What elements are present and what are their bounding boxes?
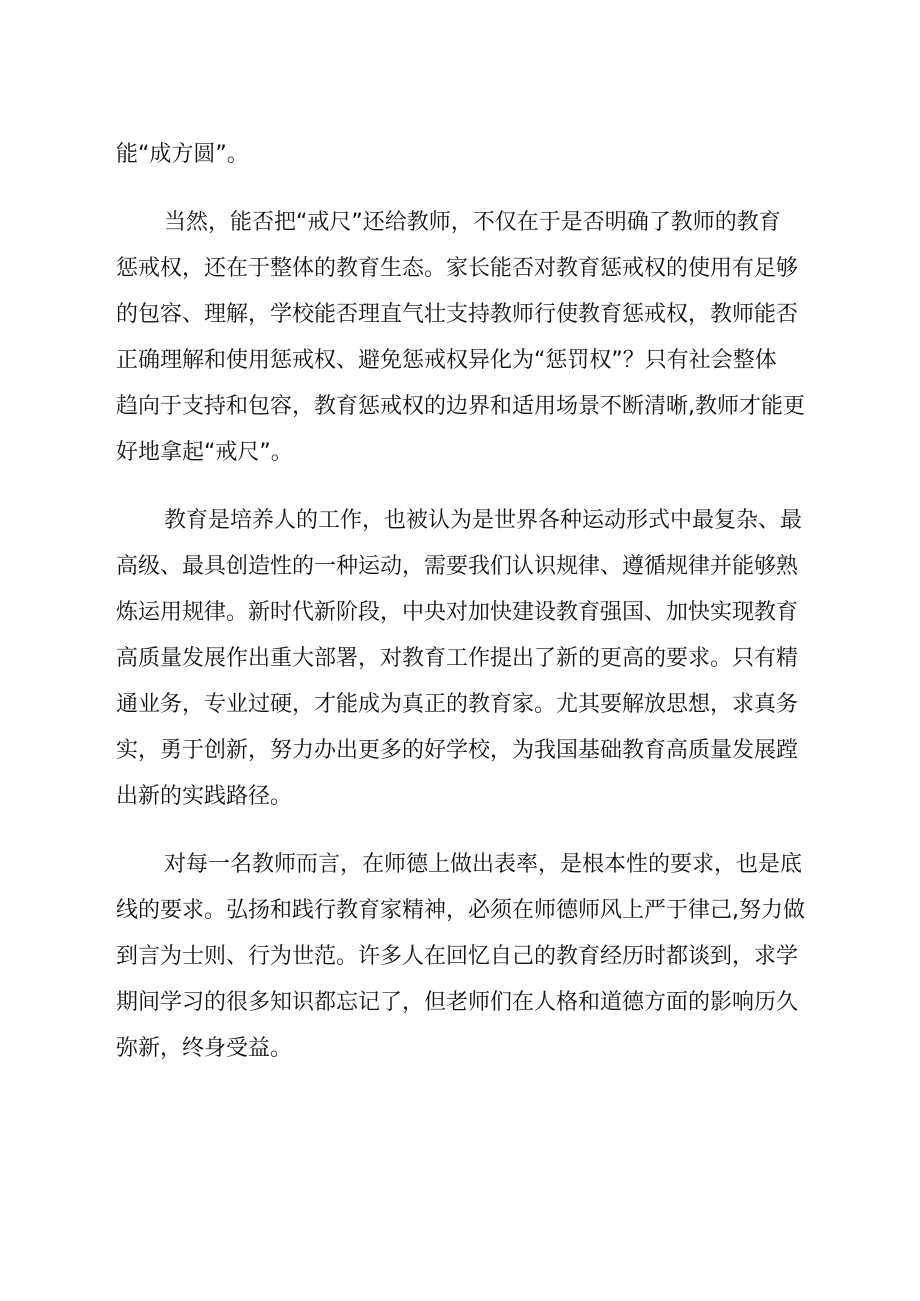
paragraph-1 bbox=[116, 132, 840, 178]
text-line: 期间学习的很多知识都忘记了，但老师们在人格和道德方面的影响历久 bbox=[116, 990, 799, 1015]
text-line: 能“成方圆”。 bbox=[116, 142, 249, 167]
text-line: 实，勇于创新，努力办出更多的好学校，为我国基础教育高质量发展蹚 bbox=[116, 738, 799, 763]
text-line: 炼运用规律。新时代新阶段，中央对加快建设教育强国、加快实现教育 bbox=[116, 600, 799, 625]
text-line: 正确理解和使用惩戒权、避免惩戒权异化为“惩罚权”？只有社会整体 bbox=[116, 348, 777, 373]
paragraph-gap bbox=[116, 476, 840, 498]
text-line: 线的要求。弘扬和践行教育家精神，必须在师德师风上严于律己,努力做 bbox=[116, 898, 805, 923]
paragraph-gap bbox=[116, 820, 840, 842]
text-line: 惩戒权，还在于整体的教育生态。家长能否对教育惩戒权的使用有足够 bbox=[116, 256, 799, 281]
text-line: 当然，能否把“戒尺”还给教师，不仅在于是否明确了教师的教育 bbox=[164, 210, 781, 235]
document-body bbox=[116, 132, 840, 1072]
paragraph-4 bbox=[116, 842, 840, 1072]
text-line: 高级、最具创造性的一种运动，需要我们认识规律、遵循规律并能够熟 bbox=[116, 554, 799, 579]
text-line: 趋向于支持和包容，教育惩戒权的边界和适用场景不断清晰,教师才能更 bbox=[116, 394, 805, 419]
text-line: 好地拿起“戒尺”。 bbox=[116, 440, 293, 465]
text-line: 到言为士则、行为世范。许多人在回忆自己的教育经历时都谈到，求学 bbox=[116, 944, 799, 969]
text-line: 高质量发展作出重大部署，对教育工作提出了新的更高的要求。只有精 bbox=[116, 646, 799, 671]
text-line: 教育是培养人的工作，也被认为是世界各种运动形式中最复杂、最 bbox=[164, 508, 803, 533]
text-line: 弥新，终身受益。 bbox=[116, 1036, 293, 1061]
paragraph-gap bbox=[116, 178, 840, 200]
text-line: 的包容、理解，学校能否理直气壮支持教师行使教育惩戒权，教师能否 bbox=[116, 302, 799, 327]
paragraph-2 bbox=[116, 200, 840, 476]
text-line: 对每一名教师而言，在师德上做出表率，是根本性的要求，也是底 bbox=[164, 852, 803, 877]
paragraph-3 bbox=[116, 498, 840, 820]
text-line: 出新的实践路径。 bbox=[116, 784, 293, 809]
text-line: 通业务，专业过硬，才能成为真正的教育家。尤其要解放思想，求真务 bbox=[116, 692, 799, 717]
